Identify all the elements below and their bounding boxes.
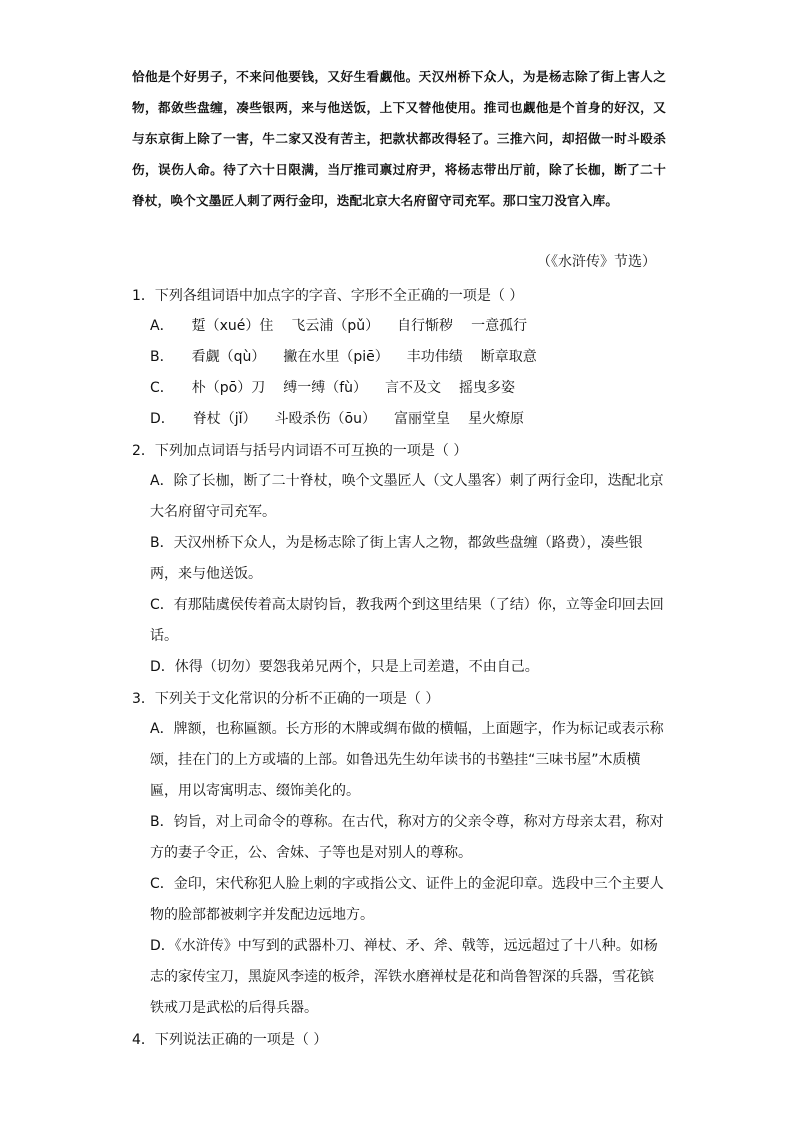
option-word: 朴（pō）刀: [191, 380, 266, 396]
option-word: 缚一缚（fù）: [283, 380, 368, 396]
question-3-option-d: D．《水浒传》中写到的武器朴刀、禅杖、矛、斧、戟等，远远超过了十八种。如杨志的家传宝刀，黑旋风李逵的板斧，浑铁水磨禅杖是花和尚鲁智深的兵器，雪花镔铁戒刀是武松的后得兵器。: [150, 938, 658, 1016]
passage-source: （《水浒传》节选）: [537, 254, 656, 270]
option-word: 丰功伟绩: [406, 349, 463, 365]
question-2-option-a: A．除了长枷，断了二十脊杖，唤个文墨匠人（文人墨客）刺了两行金印，迭配北京大名府留守司充军。: [150, 473, 664, 520]
question-3-stem: 3．下列关于文化常识的分析不正确的一项是（ ）: [132, 691, 440, 707]
option-label: A．: [150, 318, 174, 334]
question-1-option-c: [150, 373, 666, 404]
question-1-option-d: [150, 404, 666, 435]
question-3-option-c: C．金印，宋代称犯人脸上刺的字或指公文、证件上的金泥印章。选段中三个主要人物的脸部都被刺字并发配边远地方。: [150, 876, 664, 923]
question-1-option-a: [150, 311, 666, 342]
question-3-option-a: A．牌额，也称匾额。长方形的木牌或绸布做的横幅，上面题字，作为标记或表示称颂，挂在门的上方或墙的上部。如鲁迅先生幼年读书的书塾挂“三味书屋”木质横匾，用以寄寓明志、缀饰美化的。: [150, 721, 664, 799]
question-4-stem: 4．下列说法正确的一项是（ ）: [132, 1032, 328, 1048]
question-1-option-b: [150, 342, 666, 373]
option-word: 摇曳多姿: [459, 380, 516, 396]
option-label: D．: [150, 411, 175, 427]
passage-text: 恰他是个好男子，不来问他要钱，又好生看觑他。天汉州桥下众人，为是杨志除了街上害人之物，都敛些盘缠，凑些银两，来与他送饭，上下又替他使用。推司也觑他是个首身的好汉，又与东京街上除了一害，牛二家又没有苦主，把款状都改得轻了。三推六问，却招做一时斗殴杀伤，误伤人命。待了六十日限满，当厅推司禀过府尹，将杨志带出厅前，除了长枷，断了二十脊杖，唤个文墨匠人刺了两行金印，迭配北京大名府留守司充军。那口宝刀没官入库。: [132, 69, 666, 208]
option-label: B．: [150, 349, 174, 365]
option-word: 富丽堂皇: [394, 411, 451, 427]
option-word: 撇在水里（piē）: [283, 349, 389, 365]
question-2-stem: 2．下列加点词语与括号内词语不可互换的一项是（ ）: [132, 443, 468, 459]
option-word: 断章取意: [480, 349, 537, 365]
option-word: 看觑（qù）: [191, 349, 266, 365]
option-word: 飞云浦（pǔ）: [291, 318, 380, 334]
question-1-stem: 1．下列各组词语中加点字的字音、字形不全正确的一项是（ ）: [132, 288, 524, 304]
option-word: 言不及文: [385, 380, 442, 396]
question-2-option-d: D．休得（切勿）要怨我弟兄两个，只是上司差遣，不由自己。: [150, 659, 539, 675]
option-word: 星火燎原: [468, 411, 525, 427]
question-3-option-b: B．钧旨，对上司命令的尊称。在古代，称对方的父亲令尊，称对方母亲太君，称对方的妻子令正，公、舍妹、子等也是对别人的尊称。: [150, 814, 664, 861]
question-2-option-b: B．天汉州桥下众人，为是杨志除了街上害人之物，都敛些盘缠（路费），凑些银两，来与他送饭。: [150, 535, 643, 582]
option-word: 踅（xué）住: [191, 318, 274, 334]
option-word: 自行惭秽: [397, 318, 454, 334]
option-word: 一意孤行: [471, 318, 528, 334]
option-label: C．: [150, 380, 174, 396]
option-word: 脊杖（jǐ）: [192, 411, 257, 427]
question-2-option-c: C．有那陆虞侯传着高太尉钧旨，教我两个到这里结果（了结）你，立等金印回去回话。: [150, 597, 664, 644]
option-word: 斗殴杀伤（ōu）: [274, 411, 377, 427]
